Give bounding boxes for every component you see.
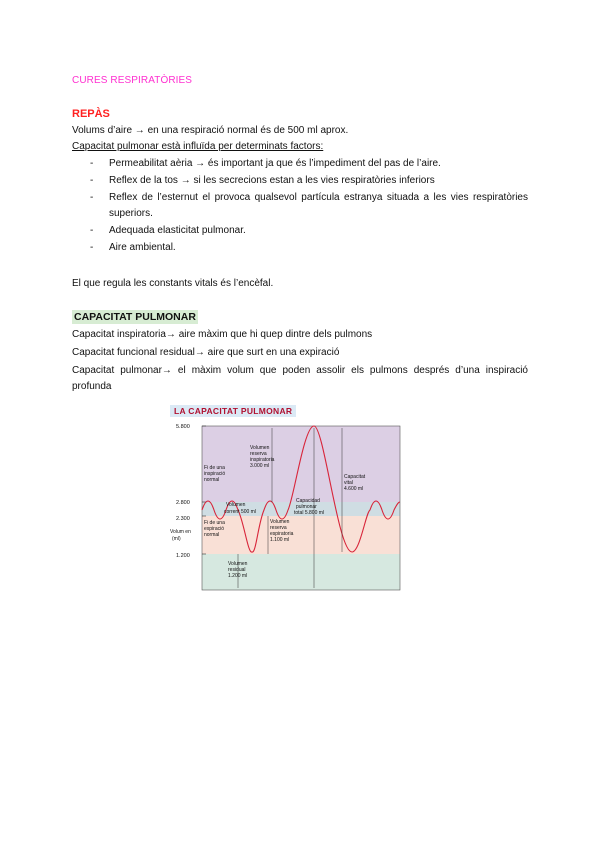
svg-text:3.000 ml: 3.000 ml xyxy=(250,463,270,469)
y-axis-label: (ml) xyxy=(172,536,181,542)
svg-text:expiració: expiració xyxy=(204,526,225,532)
y-tick-label: 1.200 xyxy=(176,553,190,559)
expiratory-reserve-label: Volumen xyxy=(270,519,290,525)
section-heading-repas: REPÀS xyxy=(72,108,110,120)
svg-text:total 5.800 ml: total 5.800 ml xyxy=(294,510,325,516)
svg-text:espiratoria: espiratoria xyxy=(270,531,294,537)
y-axis-label: Volum en xyxy=(170,529,191,535)
figure-title: LA CAPACITAT PULMONAR xyxy=(170,405,296,417)
vital-capacity-label: Capacitat xyxy=(344,474,366,480)
svg-text:inspiració: inspiració xyxy=(204,471,226,477)
inspiratory-reserve-label: Volumen xyxy=(250,445,270,451)
svg-text:reserva: reserva xyxy=(250,451,267,457)
dash-marker: - xyxy=(90,192,94,203)
svg-text:inspiratoria: inspiratoria xyxy=(250,457,275,463)
svg-text:normal: normal xyxy=(204,477,220,483)
band-expiratory-reserve xyxy=(202,516,400,554)
svg-text:corrent 500 ml: corrent 500 ml xyxy=(224,509,256,515)
factors-list xyxy=(72,156,528,257)
dash-marker: - xyxy=(90,242,94,253)
factor-item: - Aire ambiental. xyxy=(72,240,528,256)
factor-item: - Reflex de la tos → si les secrecions estan a les vies respiratòries inferiors xyxy=(72,173,528,189)
closing-statement: El que regula les constants vitals és l’encèfal. xyxy=(72,278,274,289)
svg-text:residual: residual xyxy=(228,567,246,573)
y-tick-label: 2.300 xyxy=(176,516,190,522)
svg-text:1.200 ml: 1.200 ml xyxy=(228,573,248,579)
svg-text:reserva: reserva xyxy=(270,525,287,531)
svg-text:4.600 ml: 4.600 ml xyxy=(344,486,364,492)
y-tick-label: 2.800 xyxy=(176,500,190,506)
fi-expiracio-label: Fi de una xyxy=(204,520,225,526)
dash-marker: - xyxy=(90,175,94,186)
svg-text:1.100 ml: 1.100 ml xyxy=(270,537,290,543)
factor-item: - Adequada elasticitat pulmonar. xyxy=(72,223,528,239)
factor-item: - Permeabilitat aèria → és important ja que és l’impediment del pas de l’aire. xyxy=(72,156,528,172)
factors-intro: Capacitat pulmonar està influïda per determinats factors: xyxy=(72,141,324,152)
capacity-line: Capacitat inspiratoria→ aire màxim que hi quep dintre dels pulmons xyxy=(72,329,373,340)
fi-inspiracio-label: Fi de una xyxy=(204,465,225,471)
svg-text:vital: vital xyxy=(344,480,353,486)
capacity-line: Capacitat pulmonar→ el màxim volum que poden assolir els pulmons després d’una inspiració profunda xyxy=(72,365,528,392)
document-title: CURES RESPIRATÒRIES xyxy=(72,75,193,86)
lung-capacity-diagram xyxy=(168,402,408,594)
dash-marker: - xyxy=(90,158,94,169)
dash-marker: - xyxy=(90,225,94,236)
tidal-volume-label: Volumen xyxy=(226,502,246,508)
total-capacity-label: Capacidad xyxy=(296,498,320,504)
svg-text:normal: normal xyxy=(204,532,220,538)
capacity-line: Capacitat funcional residual→ aire que surt en una expiració xyxy=(72,347,340,358)
y-tick-label: 5.800 xyxy=(176,424,190,430)
section-heading-capacitat: CAPACITAT PULMONAR xyxy=(74,311,196,323)
air-volume-line: Volums d’aire → en una respiració normal és de 500 ml aprox. xyxy=(72,125,349,136)
residual-volume-label: Volumen xyxy=(228,561,248,567)
svg-text:pulmonar: pulmonar xyxy=(296,504,317,510)
lung-capacity-figure xyxy=(168,402,408,594)
band-inspiratory-reserve xyxy=(202,426,400,502)
factor-item: - Reflex de l’esternut el provoca qualsevol partícula estranya situada a les vies respiratòries superiors. xyxy=(90,192,528,219)
